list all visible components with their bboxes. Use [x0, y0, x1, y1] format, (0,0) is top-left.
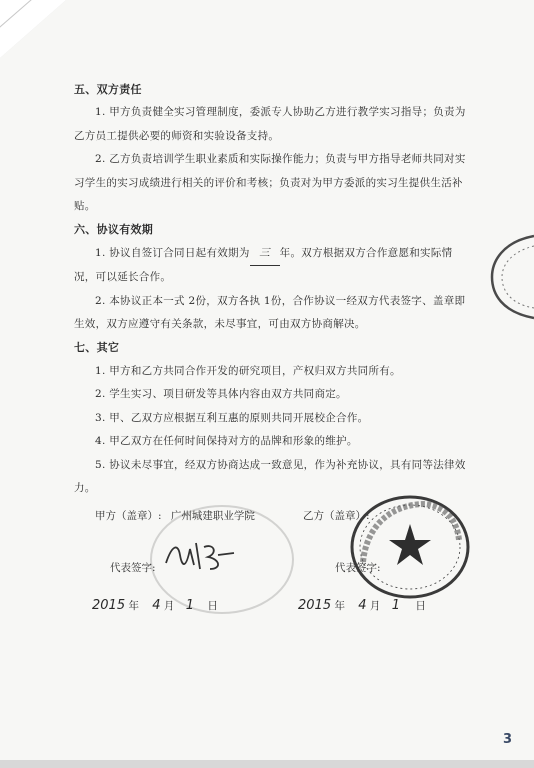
year-unit: 年	[334, 600, 345, 612]
section-7-item: 3. 甲、乙双方应根据互利互惠的原则共同开展校企合作。	[95, 411, 369, 424]
party-b-date-month: 4	[358, 598, 367, 613]
section-6-clause-1	[74, 242, 474, 290]
section-7-item: 1. 甲方和乙方共同合作开发的研究项目，产权归双方共同所有。	[95, 364, 401, 377]
party-b-rep-label: 代表签字:	[335, 562, 381, 574]
year-unit: 年	[128, 600, 139, 612]
section-5-clause-1: 1. 甲方负责健全实习管理制度，委派专人协助乙方进行教学实习指导；负责为乙方员工提供必要的师资和实验设备支持。	[74, 106, 466, 142]
edge-seal	[488, 232, 534, 322]
party-a-name: 广州城建职业学院	[170, 510, 255, 522]
party-b-date-year: 2015	[298, 598, 332, 613]
party-a-line	[95, 508, 255, 523]
month-unit: 月	[369, 600, 381, 612]
party-b-company-seal	[345, 492, 475, 602]
party-a-rep-label: 代表签字:	[110, 562, 156, 574]
party-a-date-day: 1	[185, 598, 195, 613]
party-a-handwritten-signature	[160, 535, 240, 575]
section-7-item: 4. 甲乙双方在任何时间保持对方的品牌和形象的维护。	[95, 435, 358, 448]
party-b-date-day: 1	[391, 598, 401, 613]
section-7-item: 5. 协议未尽事宜，经双方协商达成一致意见，作为补充协议，具有同等法律效力。	[74, 458, 466, 494]
section-5-clause-2: 2. 乙方负责培训学生职业素质和实际操作能力；负责与甲方指导老师共同对实习学生的实习成绩进行相关的评价和考核；负责对为甲方委派的实习生提供生活补贴。	[74, 153, 466, 213]
party-a-date-month: 4	[152, 598, 161, 613]
document-body	[74, 78, 474, 500]
party-a-label: 甲方（盖章）:	[95, 510, 162, 522]
section-6-clause-2: 2. 本协议正本一式 2份，双方各执 1份，合作协议一经双方代表签字、盖章即生效，双方应遵守有关条款，未尽事宜，可由双方协商解决。	[74, 294, 466, 331]
page-number: 3	[502, 732, 512, 747]
party-a-date	[92, 598, 218, 613]
party-a-rep-line	[110, 560, 156, 575]
section-5-title: 五、双方责任	[74, 83, 142, 96]
section-6-title: 六、协议有效期	[74, 223, 154, 237]
party-b-label: 乙方（盖章）:	[303, 510, 370, 522]
month-unit: 月	[163, 600, 175, 612]
day-unit: 日	[207, 600, 218, 612]
validity-years-handwritten: 三	[250, 242, 280, 266]
validity-text-after: 年。双方根据双方合作意愿和实际情况，可以延长合作。	[74, 246, 453, 284]
validity-text-before: 1. 协议自签订合同日起有效期为	[95, 246, 250, 259]
section-7-title: 七、其它	[74, 341, 120, 355]
day-unit: 日	[415, 600, 426, 612]
party-a-date-year: 2015	[92, 598, 126, 613]
section-7-item: 2. 学生实习、项目研发等具体内容由双方共同商定。	[95, 388, 347, 401]
